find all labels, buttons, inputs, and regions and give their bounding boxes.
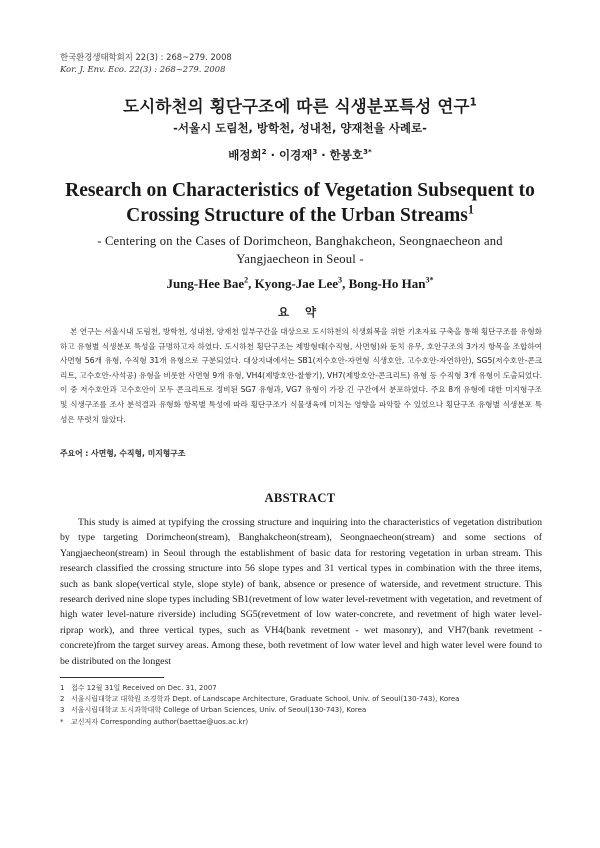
footnote-text: 접수 12월 31일 Received on Dec. 31, 2007 bbox=[71, 684, 217, 692]
keywords-label: 주요어 : bbox=[60, 449, 89, 458]
korean-author-name: 한봉호 bbox=[329, 148, 363, 162]
korean-author-affiliation: 3 bbox=[312, 147, 318, 157]
footnote-text: 서울시립대학교 대학원 조경학과 Dept. of Landscape Architecture, Graduate School, Univ. of Seoul(130-743), Korea bbox=[71, 695, 460, 704]
author-separator: · bbox=[266, 148, 279, 162]
korean-authors bbox=[0, 147, 600, 163]
english-title-line: Research on Characteristics of Vegetation Subsequent to bbox=[65, 180, 535, 201]
journal-korean-citation: 한국환경생태학회지 22(3) : 268~279. 2008 bbox=[60, 52, 232, 62]
english-author-affiliation: 3 bbox=[338, 275, 343, 285]
footnote-number: 3 bbox=[60, 706, 65, 715]
english-title-line: Crossing Structure of the Urban Streams bbox=[126, 205, 468, 226]
korean-author-name: 배정희 bbox=[228, 148, 262, 162]
korean-author-affiliation: 2 bbox=[261, 147, 267, 157]
footnote bbox=[60, 717, 540, 728]
english-title bbox=[0, 178, 600, 228]
korean-title-text: 도시하천의 횡단구조에 따른 식생분포특성 연구 bbox=[123, 97, 470, 116]
korean-keywords bbox=[60, 448, 185, 459]
korean-title bbox=[0, 93, 600, 117]
journal-english-citation: Kor. J. Env. Eco. 22(3) : 268~279. 2008 bbox=[60, 64, 226, 74]
footnote-divider bbox=[60, 677, 164, 678]
korean-author-affiliation: 3* bbox=[363, 147, 372, 157]
korean-author-name: 이경재 bbox=[278, 148, 313, 162]
footnotes bbox=[60, 683, 540, 728]
footnote bbox=[60, 683, 540, 694]
korean-abstract-body: 본 연구는 서울시내 도림천, 방학천, 성내천, 양재천 일부구간을 대상으로 도시하천의 식생회복을 위한 기초자료 구축을 통해 횡단구조를 유형화하고 유형별 식생분포 특성을 규명하고자 하였다. 도시하천 횡단구조는 제방형태(수직형, 사면형)와 둔치 유무, 호안구조의 3가지 항목을 조합하여 사면형 56개 유형, 수직형 31개 유형으로 구분되었다. 대상지내에서는 SB1(저수호안-자연형 식생호안, 고수호안-자연하안), SG5(저수호안-콘크리트, 고수호안-사석공) 유형을 비롯한 사면형 9개 유형, VH4(제방호안-찰쌓기), VH7(제방호안-콘크리트) 유형 등 수직형 3개 유형이 도출되었다. 이 중 저수호안과 고수호안이 모두 콘크리트로 정비된 SG7 유형과, VG7 유형이 가장 긴 구간에서 분포하였다. 주요 8개 유형에 대한 미지형구조 및 식생구조를 조사 분석결과 유형화 항목별 특성에 따라 횡단구조가 식물생육에 미치는 영향을 파악할 수 있었으나 횡단구조 유형별 식생분포 특성은 뚜렷치 않았다. bbox=[60, 327, 542, 424]
footnote-number: 1 bbox=[60, 684, 65, 692]
footnote-text: 서울시립대학교 도시과학대학 College of Urban Sciences, Univ. of Seoul(130-743), Korea bbox=[71, 706, 367, 715]
footnote-text: 교신저자 Corresponding author(baettae@uos.ac.kr) bbox=[71, 717, 249, 726]
english-author-name: Kyong-Jae Lee bbox=[254, 276, 339, 291]
english-abstract-heading: ABSTRACT bbox=[264, 491, 336, 505]
korean-abstract-heading: 요 약 bbox=[277, 305, 323, 319]
english-author-affiliation: 3* bbox=[425, 275, 434, 285]
journal-citation bbox=[60, 51, 232, 75]
keywords-list: 사면형, 수직형, 미지형구조 bbox=[91, 449, 186, 458]
english-subtitle: - Centering on the Cases of Dorimcheon, Banghakcheon, Seongnaecheon and Yangjaecheon in Seoul - bbox=[97, 234, 503, 266]
author-separator: · bbox=[317, 148, 330, 162]
footnote-number: 2 bbox=[60, 695, 65, 704]
footnote bbox=[60, 694, 540, 705]
korean-subtitle: -서울시 도림천, 방학천, 성내천, 양재천을 사례로- bbox=[173, 121, 427, 135]
english-title-footnote-mark: 1 bbox=[467, 202, 474, 217]
author-separator: , bbox=[342, 276, 349, 291]
author-separator: , bbox=[248, 276, 255, 291]
english-authors bbox=[0, 276, 600, 292]
korean-title-footnote-mark: 1 bbox=[469, 97, 477, 109]
footnote bbox=[60, 705, 540, 716]
english-author-name: Bong-Ho Han bbox=[348, 276, 426, 291]
english-author-name: Jung-Hee Bae bbox=[166, 276, 245, 291]
english-abstract-body: This study is aimed at typifying the crossing structure and inquiring into the characteristics of vegetation distribution by type targeting Dorimcheon(stream), Banghakcheon(stream), Seongnaecheon(stream) and some sections of Yangjaecheon(stream) in Seoul through the establishment of basic data for restoring vegetation in urban stream. This research classified the crossing structure into 56 slope types and 31 vertical types in combination with the three items, such as bank slope(vertical style, slope style) of bank, absence or presence of waterside, and revetment structure. This research derived nine slope types including SB1(revetment of low water level-revetment with vegetation, and revetment of high water level-nature riverside) including SG5(revetment of low water-concrete, and revetment of high water level-riprap work), and three vertical types, such as VH4(bank revetment - wet masonry), and VH7(bank revetment - concrete)from the target survey areas. Among these, both revetment of low water level and high water level were found to be distributed on the longest bbox=[60, 517, 542, 667]
footnote-number: * bbox=[60, 717, 64, 726]
english-author-affiliation: 2 bbox=[244, 275, 249, 285]
